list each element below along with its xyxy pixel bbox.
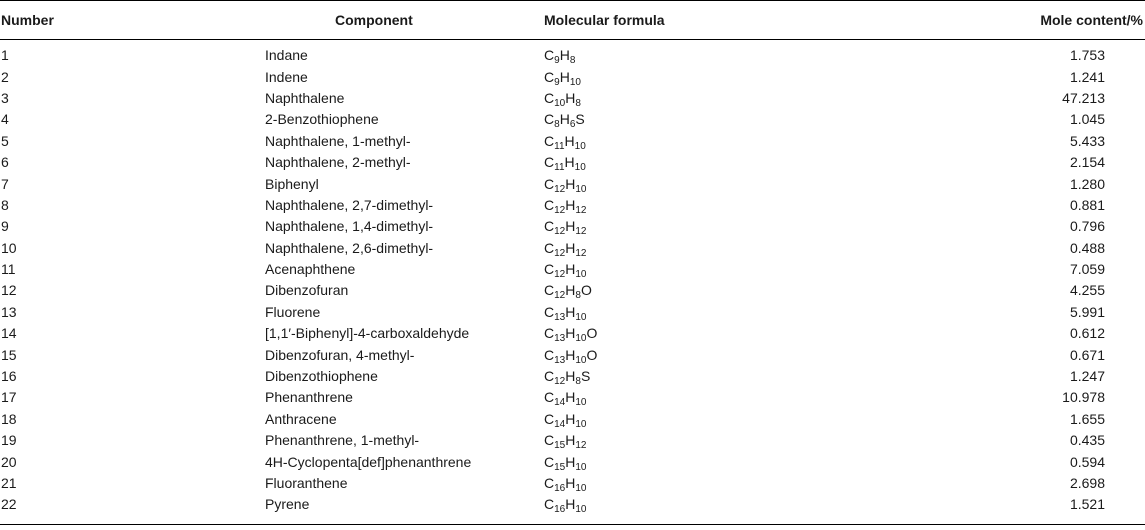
formula-element: H bbox=[565, 218, 576, 235]
cell-formula bbox=[529, 430, 928, 451]
formula-element: C bbox=[544, 239, 555, 256]
cell-mole-content: 0.881 bbox=[1069, 196, 1105, 213]
cell-mole-content: 4.255 bbox=[1069, 282, 1105, 299]
table-row bbox=[0, 409, 1145, 430]
cell-formula bbox=[529, 494, 928, 524]
table-row bbox=[0, 259, 1145, 280]
formula-subscript: 16 bbox=[554, 483, 566, 494]
cell-component: Anthracene bbox=[265, 410, 337, 427]
formula-element: C bbox=[544, 261, 555, 278]
cell-formula bbox=[529, 88, 928, 109]
cell-formula bbox=[529, 409, 928, 430]
formula-subscript: 12 bbox=[554, 247, 566, 259]
cell-mole-content: 47.213 bbox=[1062, 89, 1105, 106]
table-row bbox=[0, 109, 1145, 130]
formula-element: H bbox=[565, 89, 576, 106]
cell-component: Naphthalene, 1-methyl- bbox=[265, 132, 411, 149]
formula-element: H bbox=[565, 175, 576, 192]
formula-subscript: 12 bbox=[575, 247, 587, 259]
formula-subscript: 10 bbox=[575, 504, 587, 516]
cell-mole-content: 1.521 bbox=[928, 494, 1145, 524]
cell-component: Dibenzofuran bbox=[265, 282, 349, 299]
cell-number: 15 bbox=[1, 346, 17, 363]
cell-formula bbox=[529, 238, 928, 259]
header-number: Number bbox=[0, 1, 175, 40]
formula-subscript: 10 bbox=[575, 483, 587, 494]
table-row bbox=[0, 387, 1145, 408]
cell-number: 14 bbox=[1, 325, 17, 342]
formula-subscript: 12 bbox=[575, 226, 587, 238]
cell-number: 9 bbox=[1, 218, 9, 235]
formula-subscript: 6 bbox=[569, 119, 576, 131]
formula-element: C bbox=[544, 111, 555, 128]
formula-subscript: 11 bbox=[554, 140, 565, 152]
cell-mole-content: 1.241 bbox=[1069, 68, 1105, 85]
cell-formula bbox=[529, 40, 928, 67]
formula-element: H bbox=[565, 475, 576, 491]
formula-element: H bbox=[565, 346, 576, 363]
cell-mole-content: 0.671 bbox=[1069, 346, 1105, 363]
cell-mole-content: 7.059 bbox=[1069, 261, 1105, 278]
cell-component: Indene bbox=[265, 68, 308, 85]
formula-subscript: 8 bbox=[569, 55, 576, 67]
cell-number: 12 bbox=[1, 282, 17, 299]
cell-formula bbox=[529, 259, 928, 280]
formula-subscript: 14 bbox=[554, 397, 566, 409]
formula-subscript: 10 bbox=[575, 311, 587, 323]
table-row bbox=[0, 88, 1145, 109]
formula-element: H bbox=[564, 154, 575, 171]
cell-mole-content: 1.045 bbox=[1069, 111, 1105, 128]
cell-number: 21 bbox=[1, 475, 17, 491]
formula-subscript: 14 bbox=[554, 418, 566, 430]
formula-subscript: 10 bbox=[574, 140, 586, 152]
cell-component: [1,1′-Biphenyl]-4-carboxaldehyde bbox=[265, 325, 470, 342]
formula-subscript: 10 bbox=[575, 418, 587, 430]
cell-number: 13 bbox=[1, 303, 17, 320]
formula-subscript: 12 bbox=[554, 183, 566, 195]
formula-element: C bbox=[544, 410, 555, 427]
formula-element: H bbox=[565, 453, 576, 470]
cell-mole-content: 0.435 bbox=[1069, 432, 1105, 449]
formula-element: S bbox=[575, 111, 585, 128]
cell-mole-content: 2.698 bbox=[1069, 475, 1105, 491]
table-row bbox=[0, 152, 1145, 173]
formula-element: C bbox=[544, 89, 555, 106]
cell-formula bbox=[529, 302, 928, 323]
table-row bbox=[0, 430, 1145, 451]
cell-component: Acenaphthene bbox=[265, 261, 356, 278]
cell-component: Dibenzothiophene bbox=[265, 368, 378, 385]
formula-element: O bbox=[586, 325, 598, 342]
cell-formula bbox=[529, 109, 928, 130]
formula-element: C bbox=[544, 453, 555, 470]
cell-number: 7 bbox=[1, 175, 9, 192]
formula-element: H bbox=[565, 239, 576, 256]
formula-element: C bbox=[544, 68, 555, 85]
cell-component: Naphthalene, 1,4-dimethyl- bbox=[265, 218, 434, 235]
formula-element: H bbox=[565, 261, 576, 278]
formula-element: H bbox=[564, 132, 575, 149]
formula-subscript: 9 bbox=[554, 76, 560, 88]
cell-number: 1 bbox=[1, 47, 9, 64]
cell-mole-content: 1.280 bbox=[1069, 175, 1105, 192]
cell-component: Biphenyl bbox=[265, 175, 319, 192]
formula-element: H bbox=[565, 282, 576, 299]
table-body bbox=[0, 40, 1145, 525]
formula-element: H bbox=[565, 410, 576, 427]
cell-number: 22 bbox=[0, 494, 175, 524]
cell-number: 19 bbox=[1, 432, 17, 449]
header-row bbox=[0, 1, 1145, 40]
formula-subscript: 8 bbox=[575, 376, 581, 388]
formula-element: C bbox=[544, 325, 555, 342]
header-formula: Molecular formula bbox=[529, 1, 928, 40]
formula-element: C bbox=[544, 47, 555, 64]
cell-number: 4 bbox=[1, 111, 9, 128]
cell-formula bbox=[529, 387, 928, 408]
table-row bbox=[0, 195, 1145, 216]
cell-number: 5 bbox=[1, 132, 9, 149]
cell-mole-content: 0.612 bbox=[1069, 325, 1105, 342]
cell-number: 11 bbox=[1, 261, 16, 278]
cell-mole-content: 5.991 bbox=[1069, 303, 1105, 320]
formula-element: S bbox=[580, 368, 591, 385]
formula-subscript: 15 bbox=[554, 461, 566, 473]
formula-element: C bbox=[544, 389, 555, 406]
formula-subscript: 10 bbox=[575, 397, 587, 409]
formula-element: H bbox=[565, 368, 576, 385]
formula-subscript: 10 bbox=[575, 183, 587, 195]
formula-element: H bbox=[559, 47, 570, 64]
formula-subscript: 15 bbox=[554, 440, 566, 452]
formula-subscript: 11 bbox=[554, 162, 565, 174]
formula-element: H bbox=[565, 325, 576, 342]
cell-formula bbox=[529, 152, 928, 173]
formula-element: C bbox=[544, 175, 555, 192]
formula-subscript: 12 bbox=[554, 226, 566, 238]
formula-subscript: 10 bbox=[569, 76, 581, 88]
formula-element: C bbox=[544, 475, 555, 491]
formula-element: C bbox=[544, 282, 555, 299]
cell-mole-content: 1.753 bbox=[1069, 47, 1105, 64]
cell-component: Fluorene bbox=[265, 303, 321, 320]
cell-number: 20 bbox=[1, 453, 17, 470]
formula-element: C bbox=[544, 154, 555, 171]
table-row bbox=[0, 238, 1145, 259]
cell-component: 2-Benzothiophene bbox=[265, 111, 379, 128]
cell-formula bbox=[529, 173, 928, 194]
cell-component: Dibenzofuran, 4-methyl- bbox=[265, 346, 415, 363]
table-row bbox=[0, 323, 1145, 344]
formula-subscript: 12 bbox=[575, 204, 587, 216]
table-row bbox=[0, 173, 1145, 194]
table-row bbox=[0, 216, 1145, 237]
formula-element: C bbox=[544, 303, 555, 320]
formula-element: C bbox=[544, 132, 555, 149]
table-row bbox=[0, 473, 1145, 494]
cell-component: Indane bbox=[265, 47, 308, 64]
formula-element: O bbox=[580, 282, 592, 299]
formula-subscript: 12 bbox=[554, 269, 566, 281]
formula-element: H bbox=[565, 389, 576, 406]
formula-subscript: 10 bbox=[554, 97, 566, 109]
cell-number: 16 bbox=[1, 368, 17, 385]
header-component: Component bbox=[175, 1, 529, 40]
cell-formula bbox=[529, 451, 928, 472]
formula-subscript: 12 bbox=[554, 204, 566, 216]
formula-element: C bbox=[544, 196, 555, 213]
formula-subscript: 8 bbox=[575, 290, 581, 302]
cell-component: 4H-Cyclopenta[def]phenanthrene bbox=[265, 453, 472, 470]
cell-formula bbox=[529, 216, 928, 237]
cell-component: Phenanthrene, 1-methyl- bbox=[265, 432, 420, 449]
formula-subscript: 13 bbox=[554, 354, 566, 366]
formula-subscript: 10 bbox=[575, 333, 587, 345]
cell-formula bbox=[529, 473, 928, 494]
cell-formula bbox=[529, 344, 928, 365]
cell-number: 10 bbox=[1, 239, 17, 256]
cell-number: 3 bbox=[1, 89, 9, 106]
cell-component: Pyrene bbox=[175, 494, 529, 524]
cell-number: 2 bbox=[1, 68, 9, 85]
formula-subscript: 12 bbox=[575, 440, 587, 452]
formula-element: H bbox=[559, 111, 570, 128]
table-row bbox=[0, 451, 1145, 472]
formula-subscript: 10 bbox=[574, 162, 586, 174]
formula-subscript: 16 bbox=[554, 504, 566, 516]
formula-element: H bbox=[559, 68, 570, 85]
cell-number: 17 bbox=[1, 389, 17, 406]
cell-component: Fluoranthene bbox=[265, 475, 348, 491]
formula-element: C bbox=[544, 368, 555, 385]
cell-formula bbox=[529, 280, 928, 301]
formula-element: O bbox=[586, 346, 598, 363]
formula-element: H bbox=[565, 196, 576, 213]
table-row bbox=[0, 494, 1145, 524]
cell-number: 8 bbox=[1, 196, 9, 213]
cell-formula bbox=[529, 195, 928, 216]
cell-mole-content: 10.978 bbox=[1062, 389, 1105, 406]
formula-element: C bbox=[544, 218, 555, 235]
cell-formula bbox=[529, 131, 928, 152]
cell-formula bbox=[529, 323, 928, 344]
formula-subscript: 13 bbox=[554, 333, 566, 345]
formula-subscript: 8 bbox=[554, 119, 560, 131]
formula-element: H bbox=[565, 303, 576, 320]
cell-number: 18 bbox=[1, 410, 17, 427]
table-row bbox=[0, 344, 1145, 365]
formula-element: H bbox=[565, 432, 576, 449]
table-row bbox=[0, 302, 1145, 323]
table-header bbox=[0, 1, 1145, 40]
formula-element: C bbox=[544, 496, 555, 513]
formula-element: H bbox=[565, 496, 576, 513]
table-row bbox=[0, 66, 1145, 87]
formula-subscript: 9 bbox=[554, 55, 560, 67]
cell-formula bbox=[529, 366, 928, 387]
cell-mole-content: 5.433 bbox=[1069, 132, 1105, 149]
table-row bbox=[0, 131, 1145, 152]
formula-element: C bbox=[544, 346, 555, 363]
formula-subscript: 10 bbox=[575, 461, 587, 473]
cell-formula bbox=[529, 66, 928, 87]
table-row bbox=[0, 280, 1145, 301]
cell-mole-content: 2.154 bbox=[1069, 154, 1105, 171]
formula-subscript: 8 bbox=[575, 97, 581, 109]
cell-component: Naphthalene bbox=[265, 89, 345, 106]
formula-subscript: 12 bbox=[554, 290, 566, 302]
cell-mole-content: 0.796 bbox=[1069, 218, 1105, 235]
cell-component: Naphthalene, 2,6-dimethyl- bbox=[265, 239, 434, 256]
cell-mole-content: 1.247 bbox=[1069, 368, 1105, 385]
cell-number: 6 bbox=[1, 154, 9, 171]
cell-component: Naphthalene, 2-methyl- bbox=[265, 154, 411, 171]
formula-subscript: 13 bbox=[554, 311, 566, 323]
formula-element: C bbox=[544, 432, 555, 449]
cell-component: Phenanthrene bbox=[265, 389, 353, 406]
formula-subscript: 10 bbox=[575, 269, 587, 281]
header-mole: Mole content/% bbox=[928, 1, 1145, 40]
cell-component: Naphthalene, 2,7-dimethyl- bbox=[265, 196, 434, 213]
table-row bbox=[0, 366, 1145, 387]
formula-subscript: 10 bbox=[575, 354, 587, 366]
cell-mole-content: 0.594 bbox=[1069, 453, 1105, 470]
cell-mole-content: 1.655 bbox=[1069, 410, 1105, 427]
table-row bbox=[0, 40, 1145, 67]
cell-mole-content: 0.488 bbox=[1069, 239, 1105, 256]
formula-subscript: 12 bbox=[554, 376, 566, 388]
